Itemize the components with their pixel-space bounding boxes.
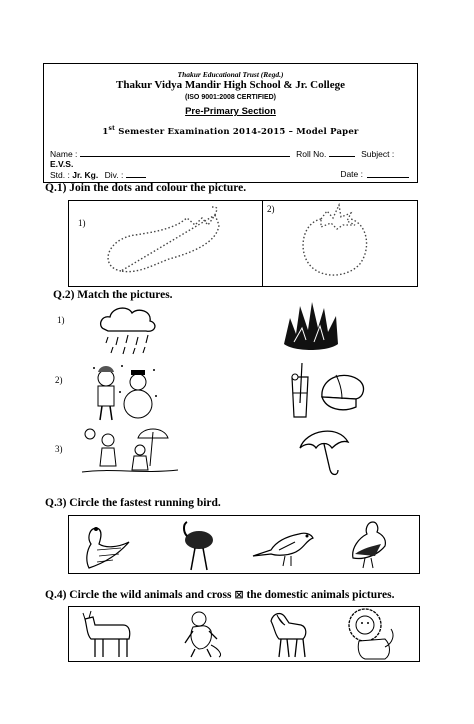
q2-number-3: 3) bbox=[55, 444, 63, 454]
cap-icon bbox=[316, 367, 368, 417]
cross-box-icon: ⊠ bbox=[234, 588, 244, 601]
ostrich-icon bbox=[177, 520, 217, 572]
horse-icon bbox=[263, 609, 311, 659]
subject-value: E.V.S. bbox=[50, 159, 74, 169]
date-label: Date : bbox=[340, 169, 363, 179]
goat-icon bbox=[79, 611, 135, 659]
exam-title-text: Semester Examination 2014-2015 – Model Paper bbox=[115, 126, 359, 137]
header-box bbox=[43, 63, 418, 183]
std-label: Std. : bbox=[50, 170, 70, 180]
name-row bbox=[50, 148, 411, 169]
monkey-icon bbox=[179, 609, 227, 659]
q1-box-1[interactable] bbox=[68, 200, 263, 287]
fire-icon bbox=[280, 298, 342, 354]
iso-certification: (ISO 9001:2008 CERTIFIED) bbox=[184, 94, 277, 101]
dotted-tomato-icon bbox=[263, 201, 419, 288]
rain-cloud-icon bbox=[98, 305, 158, 355]
name-field[interactable] bbox=[80, 148, 290, 157]
umbrella-icon bbox=[298, 426, 350, 478]
q4-box[interactable] bbox=[68, 606, 420, 662]
winter-kids-snowman-icon bbox=[88, 362, 160, 424]
dotted-brinjal-icon bbox=[69, 201, 264, 288]
school-name: Thakur Vidya Mandir High School & Jr. College bbox=[115, 79, 345, 91]
date-field[interactable] bbox=[367, 169, 409, 178]
div-label: Div. : bbox=[104, 170, 124, 180]
q2-title: Q.2) Match the pictures. bbox=[53, 289, 173, 301]
q4-title-b: the domestic animals pictures. bbox=[246, 589, 395, 601]
subject-label: Subject : bbox=[361, 149, 395, 159]
q1-number-1: 1) bbox=[78, 218, 86, 228]
q3-box[interactable] bbox=[68, 515, 420, 574]
q1-title: Q.1) Join the dots and colour the picture. bbox=[45, 182, 247, 194]
std-value: Jr. Kg. bbox=[72, 170, 99, 180]
roll-label: Roll No. bbox=[296, 149, 327, 159]
name-label: Name : bbox=[50, 149, 78, 159]
std-row bbox=[50, 169, 411, 180]
q1-box-2[interactable] bbox=[262, 200, 418, 287]
exam-number: 1 bbox=[102, 126, 109, 137]
q2-number-1: 1) bbox=[57, 315, 65, 325]
section-title: Pre-Primary Section bbox=[185, 106, 276, 117]
div-field[interactable] bbox=[126, 169, 146, 178]
exam-ordinal: st bbox=[108, 125, 116, 132]
trust-name: Thakur Educational Trust (Regd.) bbox=[177, 70, 284, 79]
q4-title bbox=[45, 588, 394, 601]
roll-field[interactable] bbox=[329, 148, 355, 157]
peacock-icon bbox=[77, 520, 133, 572]
pigeon-icon bbox=[345, 518, 393, 572]
q1-number-2: 2) bbox=[267, 204, 275, 214]
lion-icon bbox=[345, 607, 397, 661]
q3-title: Q.3) Circle the fastest running bird. bbox=[45, 497, 221, 509]
beach-kids-umbrella-icon bbox=[82, 426, 178, 476]
q2-number-2: 2) bbox=[55, 375, 63, 385]
q4-title-a: Q.4) Circle the wild animals and cross bbox=[45, 589, 232, 601]
exam-title bbox=[44, 125, 417, 137]
juice-glass-icon bbox=[290, 363, 312, 419]
sparrow-icon bbox=[249, 520, 317, 570]
